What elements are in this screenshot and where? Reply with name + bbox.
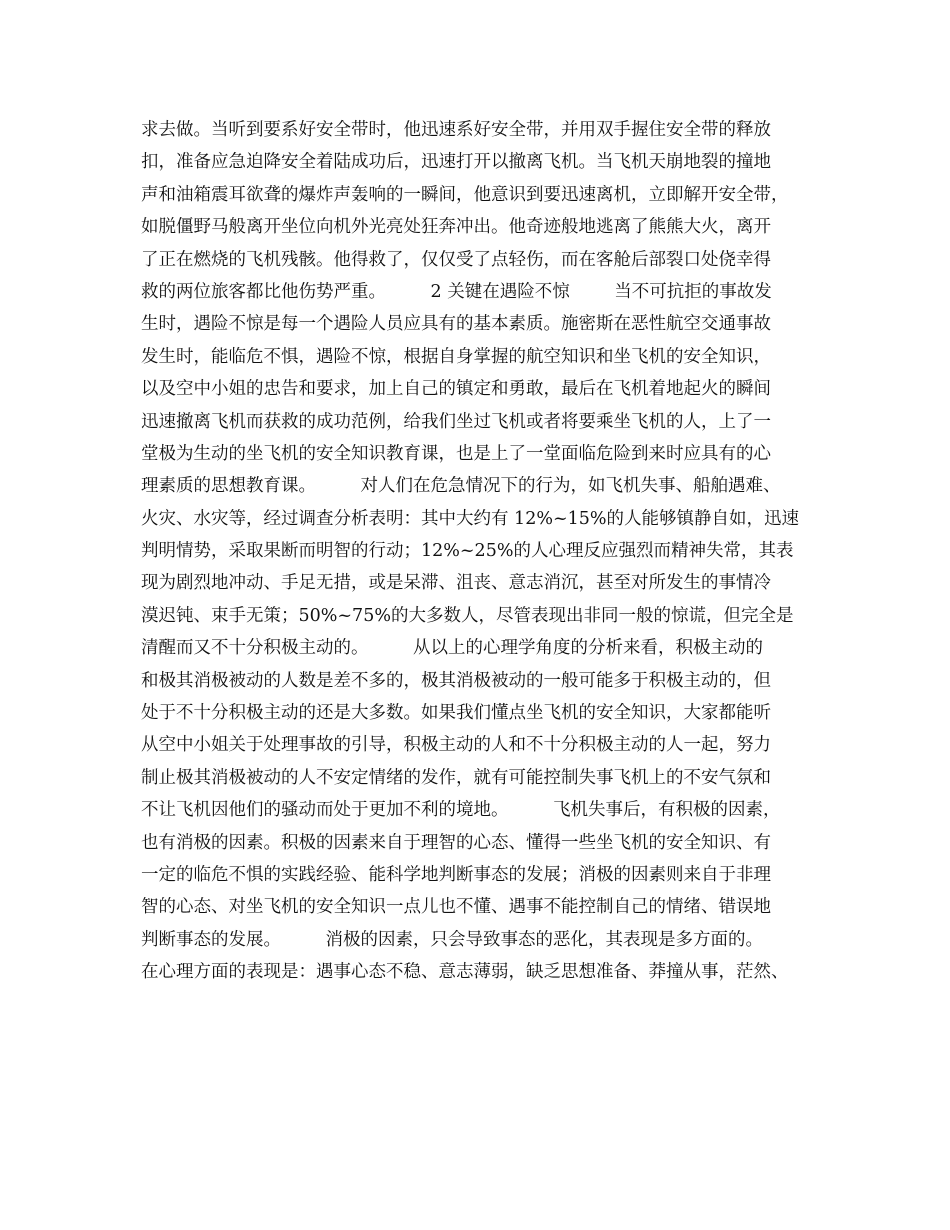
text-line: 声和油箱震耳欲聋的爆炸声轰响的一瞬间，他意识到要迅速离机，立即解开安全带，	[141, 184, 789, 205]
text-line: 智的心态、对坐飞机的安全知识一点儿也不懂、遇事不能控制自己的情绪、错误地	[141, 897, 771, 918]
text-line: 发生时，能临危不惧，遇险不惊，根据自身掌握的航空知识和坐飞机的安全知识，	[141, 346, 771, 367]
text-line: 处于不十分积极主动的还是大多数。如果我们懂点坐飞机的安全知识，大家都能听	[141, 703, 771, 724]
text-line: 也有消极的因素。积极的因素来自于理智的心态、懂得一些坐飞机的安全知识、有	[141, 832, 771, 853]
text-line: 扣，准备应急迫降安全着陆成功后，迅速打开以撤离飞机。当飞机天崩地裂的撞地	[141, 152, 771, 173]
text-line: 以及空中小姐的忠告和要求，加上自己的镇定和勇敢，最后在飞机着地起火的瞬间	[141, 379, 771, 400]
text-line: 理素质的思想教育课。 对人们在危急情况下的行为，如飞机失事、船舶遇难、	[141, 476, 781, 497]
text-line: 火灾、水灾等，经过调查分析表明：其中大约有 12%~15%的人能够镇静自如，迅速	[141, 508, 800, 529]
text-line: 不让飞机因他们的骚动而处于更加不利的境地。 飞机失事后，有积极的因素，	[141, 800, 781, 821]
text-line: 漠迟钝、束手无策；50%~75%的大多数人，尽管表现出非同一般的惊谎，但完全是	[141, 605, 794, 626]
text-line: 制止极其消极被动的人不安定情绪的发作，就有可能控制失事飞机上的不安气氛和	[141, 767, 771, 788]
text-line: 求去做。当听到要系好安全带时，他迅速系好安全带，并用双手握住安全带的释放	[141, 120, 771, 140]
body-text	[141, 114, 831, 989]
text-line: 在心理方面的表现是：遇事心态不稳、意志薄弱，缺乏思想准备、莽撞从事，茫然、	[141, 962, 789, 983]
text-line: 从空中小姐关于处理事故的引导，积极主动的人和不十分积极主动的人一起，努力	[141, 735, 771, 756]
text-line: 堂极为生动的坐飞机的安全知识教育课，也是上了一堂面临危险到来时应具有的心	[141, 443, 771, 464]
text-line: 判明情势，采取果断而明智的行动；12%~25%的人心理反应强烈而精神失常，其表	[141, 541, 794, 562]
text-line: 如脱僵野马般离开坐位向机外光亮处狂奔冲出。他奇迹般地逃离了熊熊大火，离开	[141, 217, 771, 238]
text-line: 救的两位旅客都比他伤势严重。 2 关键在遇险不惊 当不可抗拒的事故发	[141, 281, 772, 302]
text-line: 迅速撤离飞机而获救的成功范例，给我们坐过飞机或者将要乘坐飞机的人，上了一	[141, 411, 771, 432]
text-line: 判断事态的发展。 消极的因素，只会导致事态的恶化，其表现是多方面的。	[141, 929, 763, 950]
text-line: 生时，遇险不惊是每一个遇险人员应具有的基本素质。施密斯在恶性航空交通事故	[141, 314, 771, 335]
text-line: 清醒而又不十分积极主动的。 从以上的心理学角度的分析来看，积极主动的	[141, 638, 763, 659]
text-line: 一定的临危不惧的实践经验、能科学地判断事态的发展；消极的因素则来自于非理	[141, 864, 771, 885]
text-line: 现为剧烈地冲动、手足无措，或是呆滞、沮丧、意志消沉，甚至对所发生的事情冷	[141, 573, 771, 594]
text-line: 了正在燃烧的飞机残骸。他得救了，仅仅受了点轻伤，而在客舱后部裂口处侥幸得	[141, 249, 771, 270]
text-line: 和极其消极被动的人数是差不多的，极其消极被动的一般可能多于积极主动的，但	[141, 670, 771, 691]
